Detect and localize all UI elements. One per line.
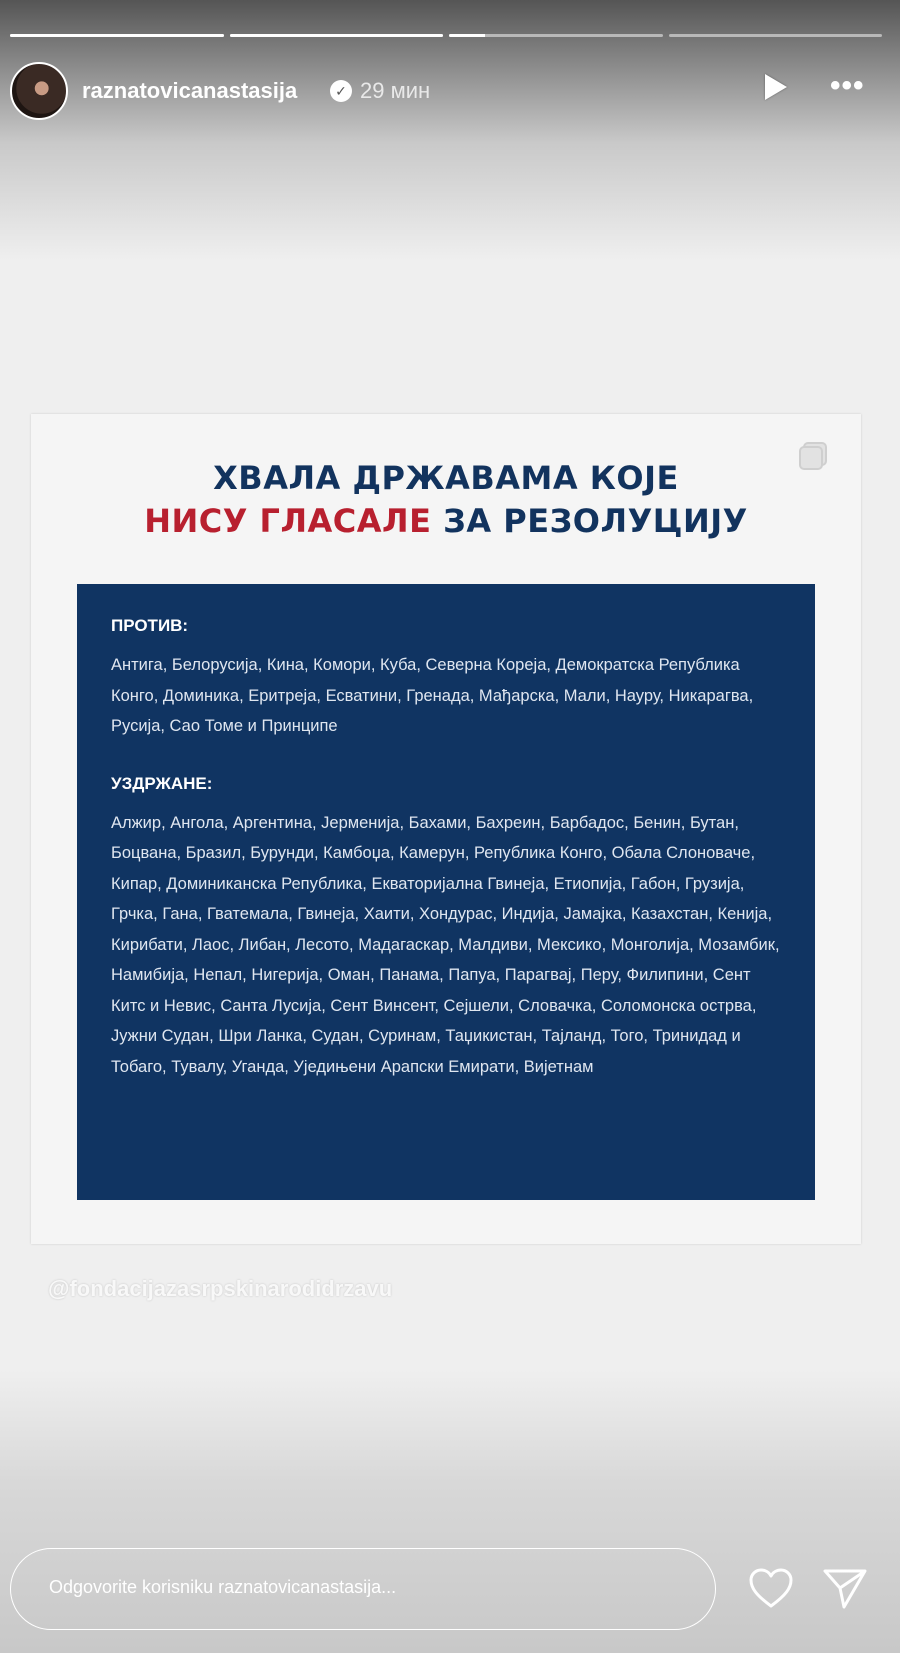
against-heading: ПРОТИВ:	[111, 616, 189, 635]
username[interactable]: raznatovicanastasija	[82, 78, 298, 103]
abstained-list: Алжир, Ангола, Аргентина, Јерменија, Бахами, Бахреин, Барбадос, Бенин, Бутан, Боцвана, Бразил, Бурунди, Камбоџа, Камерун, Република Конго, Обала Слоноваче, Кипар, Доминиканска Република, Екваторијална Гвинеја, Етиопија, Габон, Грузија, Грчка, Гана, Гватемала, Гвинеја, Хаити, Хондурас, Индија, Јамајка, Казахстан, Кенија, Кирибати, Лаос, Либан, Лесото, Мадагаскар, Малдиви, Мексико, Монголија, Мозамбик, Намибија, Непал, Нигерија, Оман, Панама, Папуа, Парагвај, Перу, Филипини, Сент Китс и Невис, Санта Лусија, Сент Винсент, Сејшели, Словачка, Соломонска острва, Јужни Судан, Шри Ланка, Судан, Суринам, Таџикистан, Тајланд, Того, Тринидад и Тобаго, Тувалу, Уганда, Уједињени Арапски Емирати, Вијетнам	[111, 813, 780, 1076]
story-header	[10, 62, 880, 122]
account-mention[interactable]: @fondacijazasrpskinarodidrzavu	[48, 1276, 393, 1301]
story-progress	[10, 34, 882, 38]
progress-segment	[669, 34, 883, 37]
progress-segment	[10, 34, 224, 37]
post-time: 29 мин	[360, 78, 431, 103]
reply-input[interactable]	[10, 1548, 716, 1630]
avatar[interactable]	[10, 62, 68, 120]
more-icon[interactable]: •••	[830, 69, 865, 102]
heart-icon[interactable]	[748, 1568, 794, 1610]
send-icon[interactable]	[822, 1568, 868, 1610]
post-title-line1: ХВАЛА ДРЖАВАМА КОЈЕ	[213, 459, 679, 497]
post-title-blue: ЗА РЕЗОЛУЦИЈУ	[443, 502, 748, 540]
post-title-line2	[31, 502, 861, 540]
shared-post[interactable]	[31, 414, 861, 1244]
countries-panel	[77, 584, 815, 1200]
reply-placeholder: Odgovorite korisniku raznatovicanastasija...	[49, 1577, 397, 1597]
abstained-heading: УЗДРЖАНЕ:	[111, 773, 213, 793]
verified-icon: ✓	[330, 80, 352, 102]
post-title-red: НИСУ ГЛАСАЛЕ	[144, 502, 432, 540]
top-gradient	[0, 0, 900, 260]
progress-segment	[449, 34, 663, 37]
progress-segment	[230, 34, 444, 37]
play-icon[interactable]	[765, 74, 787, 100]
against-list: Антига, Белорусија, Кина, Комори, Куба, Северна Кореја, Демократска Република Конго, Доминика, Еритреја, Есватини, Гренада, Мађарска, Мали, Науру, Никарагва, Русија, Сао Томе и Принципе	[111, 656, 754, 735]
